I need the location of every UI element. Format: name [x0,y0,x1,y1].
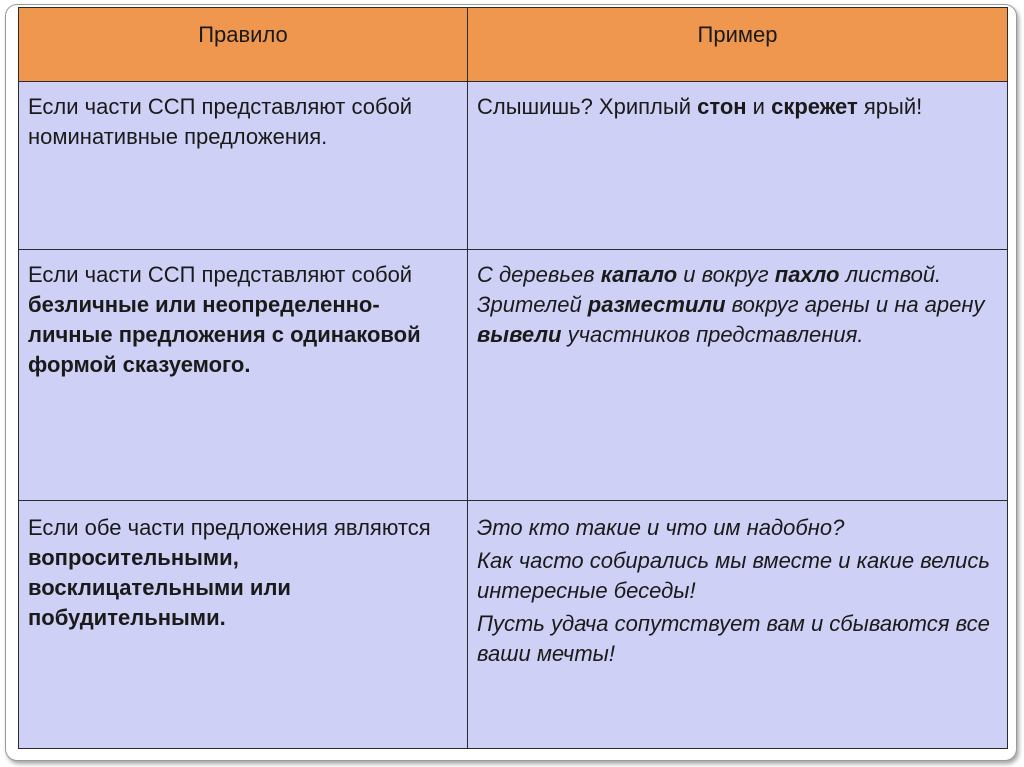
example-text: участников представления. [561,322,864,347]
table-row [19,501,1008,749]
example-cell [468,82,1008,250]
example-cell [468,501,1008,749]
rule-cell [19,82,468,250]
example-text: и вокруг [677,262,775,287]
rule-cell [19,250,468,501]
rule-text: Если части ССП представляют собой номинативные предложения. [28,94,413,149]
example-sentence: Пусть удача сопутствует вам и сбываются все ваши мечты! [477,611,990,666]
rules-table [18,7,1008,749]
example-bold: вывели [477,322,562,347]
example-bold: скрежет [771,94,858,119]
example-text: С деревьев [477,262,601,287]
table-row [19,250,1008,501]
example-text: и [746,94,772,119]
example-bold: пахло [774,262,840,287]
example-cell [468,250,1008,501]
example-text: Слышишь? Хриплый [477,94,698,119]
example-bold: капало [600,262,678,287]
example-text: вокруг арены и на арену [725,292,985,317]
table-row [19,82,1008,250]
example-bold: стон [697,94,747,119]
rule-cell [19,501,468,749]
example-sentence: Это кто такие и что им надобно? [477,515,845,540]
header-example: Пример [468,8,1008,82]
rule-text: Если обе части предложения являются [28,515,431,540]
header-row [19,8,1008,82]
rule-bold-text: вопросительными, восклицательными или побудительными. [28,545,291,630]
rule-text: Если части ССП представляют собой [28,262,413,287]
header-rule: Правило [19,8,468,82]
rule-bold-text: безличные или неопределенно-личные предложения с одинаковой формой сказуемого. [28,292,421,377]
example-text: листвой. Зрителей [477,262,942,317]
example-sentence: Как часто собирались мы вместе и какие велись интересные беседы! [477,548,990,603]
example-text: ярый! [857,94,923,119]
example-bold: разместили [587,292,726,317]
